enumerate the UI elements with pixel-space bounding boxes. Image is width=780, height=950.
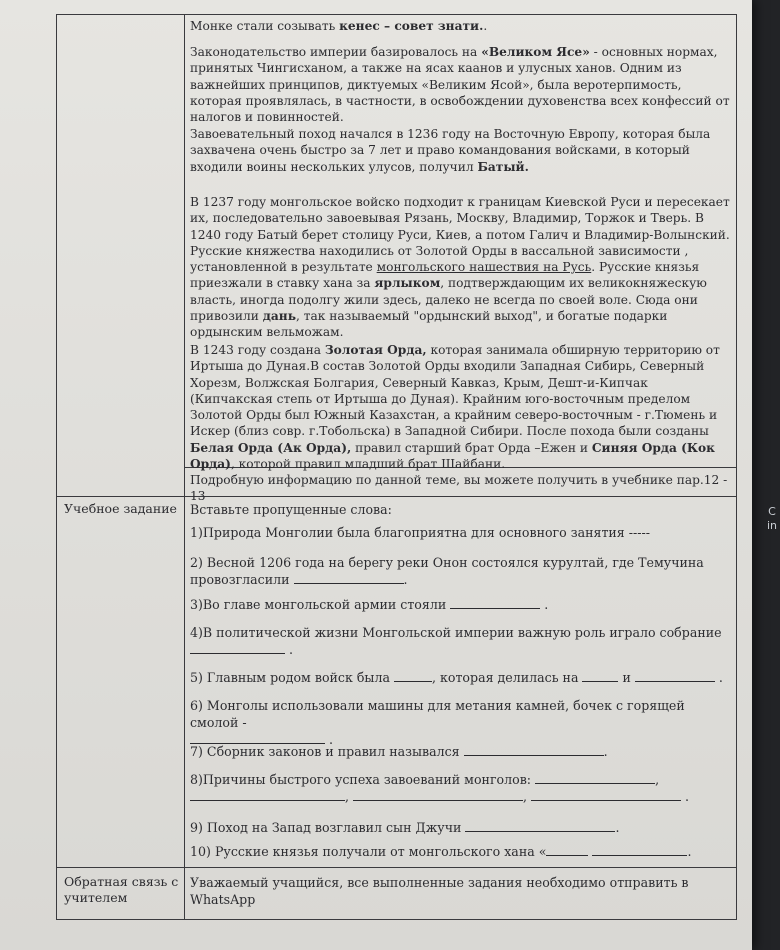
- more-info-line: Подробную информацию по данной теме, вы можете получить в учебнике пар.12 - 13: [190, 473, 728, 504]
- paragraph-golden-horde: В 1243 году создана Золотая Орда, которая занимала обширную территорию от Иртыша до Дуная.В состав Золотой Орды входили Западная Сибирь, Северный Хорезм, Волжская Болгария, Северный Кавказ, Крым, Дешт-и-Кипчак (Кипчакская степь от Иртыша до Дуная). Крайним юго-восточным пределом Золотой Орды был Южный Казахстан, а крайним северо-восточным - г.Тюмень и Искер (близ совр. г.Тобольска) в Западной Сибири. После похода были созданы Белая Орда (Ак Орда), правил старший брат Орда –Ежен и Синяя Орда (Кок Орда), которой правил младший брат Шайбани.: [190, 343, 720, 472]
- blank-field[interactable]: [464, 743, 604, 756]
- table-border-right: [736, 14, 737, 920]
- task-label: Учебное задание: [64, 501, 177, 516]
- paragraph-campaign: Завоевательный поход начался в 1236 году на Восточную Европу, которая была захвачена очень быстро за 7 лет и право командования войсками, в который входили воины нескольких улусов, получил Батый.: [190, 127, 711, 174]
- blank-field[interactable]: [190, 641, 285, 654]
- task-10: 10) Русские князья получали от монгольского хана « .: [190, 844, 692, 859]
- blank-field[interactable]: [582, 669, 618, 682]
- task-5: 5) Главным родом войск была , которая делилась на и .: [190, 670, 723, 685]
- task-3: 3)Во главе монгольской армии стояли .: [190, 597, 549, 612]
- task-2: 2) Весной 1206 года на берегу реки Онон состоялся курултай, где Темучина провозгласили .: [190, 555, 704, 587]
- paragraph-yasa: Законодательство империи базировалось на «Великом Ясе» - основных нормах, принятых Чингисханом, а также на ясах каанов и улусных ханов. Одним из важнейших принципов, диктуемых «Великим Ясой», была веротерпимость, которая проявлялась, в частности, в освобождении духовенства всех конфессий от налогов и повинностей.: [190, 45, 730, 125]
- blank-field[interactable]: [394, 669, 432, 682]
- intro-line: Монке стали созывать кенес – совет знати..: [190, 19, 488, 33]
- task-6: 6) Монголы использовали машины для метания камней, бочек с горящей смолой - .: [190, 698, 685, 747]
- blank-field[interactable]: [531, 788, 681, 801]
- blank-field[interactable]: [635, 669, 715, 682]
- paragraph-rus: В 1237 году монгольское войско подходит к границам Киевской Руси и пересекает их, последовательно завоевывая Рязань, Москву, Владимир, Торжок и Тверь. В 1240 году Батый берет столицу Руси, Киев, а потом Галич и Владимир-Волынский. Русские княжества находились от Золотой Орды в вассальной зависимости , установленной в результате монгольского нашествия на Русь. Русские князья приезжали в ставку хана за ярлыком, подтверждающим их великокняжескую власть, иногда подолгу жили здесь, далеко не всегда по своей воле. Сюда они привозили дань, так называемый "ордынский выход", и богатые подарки ордынским вельможам.: [190, 195, 730, 340]
- blank-field[interactable]: [535, 771, 655, 784]
- lesson-table: [56, 14, 738, 920]
- feedback-label: Обратная связь с учителем: [64, 874, 179, 905]
- table-border-bottom: [56, 919, 737, 920]
- task-1: 1)Природа Монголии была благоприятна для основного занятия -----: [190, 525, 651, 540]
- blank-field[interactable]: [592, 843, 687, 856]
- blank-field[interactable]: [546, 843, 588, 856]
- blank-field[interactable]: [294, 571, 404, 584]
- blank-field[interactable]: [353, 788, 523, 801]
- task-4: 4)В политической жизни Монгольской империи важную роль играло собрание .: [190, 625, 722, 657]
- blank-field[interactable]: [465, 819, 615, 832]
- task-9: 9) Поход на Запад возглавил сын Джучи .: [190, 820, 620, 835]
- table-border-left: [56, 14, 57, 920]
- task-8: 8)Причины быстрого успеха завоеваний монголов: , , , .: [190, 772, 690, 804]
- task-instruction: Вставьте пропущенные слова:: [190, 502, 392, 517]
- blank-field[interactable]: [450, 596, 540, 609]
- blank-field[interactable]: [190, 788, 345, 801]
- background-screen-glint: [764, 505, 780, 539]
- feedback-text: Уважаемый учащийся, все выполненные задания необходимо отправить в WhatsApp: [190, 875, 689, 907]
- task-7: 7) Сборник законов и правил назывался .: [190, 744, 608, 759]
- table-border-top: [56, 14, 737, 15]
- glint-text: C in: [766, 505, 778, 532]
- row-divider-feedback: [56, 867, 737, 868]
